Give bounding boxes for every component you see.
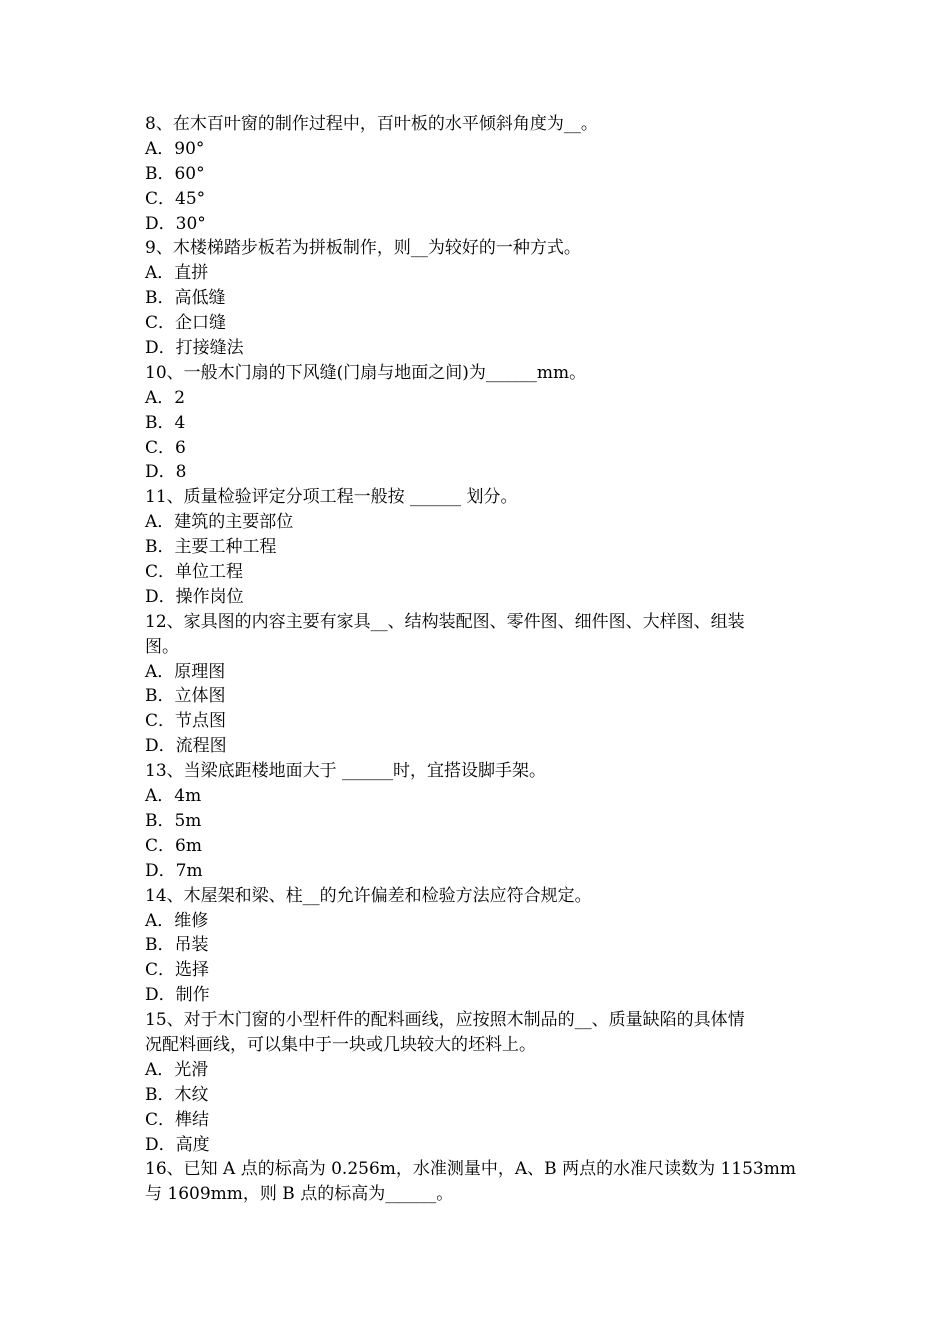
question-12-stem-line-2: 图。 [145,636,179,657]
question-12-option-a: A．原理图 [145,661,226,682]
question-12-option-c: C．节点图 [145,711,227,732]
question-15-stem-line-2: 况配料画线，可以集中于一块或几块较大的坯料上。 [145,1034,536,1055]
question-12-option-d: D．流程图 [145,736,227,757]
question-14-option-b: B．吊装 [145,935,209,956]
question-13-option-d: D．7m [145,860,203,881]
question-13-option-c: C．6m [145,835,202,856]
question-8-stem: 8、在木百叶窗的制作过程中，百叶板的水平倾斜角度为__。 [145,114,598,134]
question-10-option-c: C．6 [145,437,186,458]
question-8-option-c: C．45° [145,188,206,209]
question-13-option-b: B．5m [145,810,202,831]
question-15-option-a: A．光滑 [145,1059,209,1080]
question-9-option-b: B．高低缝 [145,288,226,309]
question-8-option-a: A．90° [145,138,205,159]
question-12-option-b: B．立体图 [145,686,226,707]
question-13-option-a: A．4m [145,786,202,807]
question-15-stem-line-1: 15、对于木门窗的小型杆件的配料画线，应按照木制品的__、质量缺陷的具体情 [145,1010,745,1031]
question-11-stem: 11、质量检验评定分项工程一般按 ______ 划分。 [145,487,518,508]
question-9-option-a: A．直拼 [145,263,209,284]
question-11-option-d: D．操作岗位 [145,586,244,607]
question-10-option-a: A．2 [145,387,186,408]
question-10-stem: 10、一般木门扇的下风缝(门扇与地面之间)为______mm。 [145,362,587,383]
exam-page [145,112,810,1207]
question-11-option-b: B．主要工种工程 [145,537,277,558]
question-16-stem-line-1: 16、已知 A 点的标高为 0.256m，水准测量中，A、B 两点的水准尺读数为 1153mm [145,1159,796,1180]
question-8-option-b: B．60° [145,163,205,184]
question-13-stem: 13、当梁底距楼地面大于 ______时，宜搭设脚手架。 [145,761,547,782]
question-14-option-a: A．维修 [145,910,209,931]
question-15-option-c: C．榫结 [145,1109,210,1130]
question-15-option-b: B．木纹 [145,1084,209,1105]
question-14-option-c: C．选择 [145,960,210,981]
question-16-stem-line-2: 与 1609mm，则 B 点的标高为______。 [145,1184,454,1205]
question-9-option-c: C．企口缝 [145,313,227,334]
question-11-option-a: A．建筑的主要部位 [145,512,294,533]
question-12-stem-line-1: 12、家具图的内容主要有家具__、结构装配图、零件图、细件图、大样图、组装 [145,611,745,632]
question-14-stem: 14、木屋架和梁、柱__的允许偏差和检验方法应符合规定。 [145,885,592,906]
question-11-option-c: C．单位工程 [145,562,244,583]
question-8-option-d: D．30° [145,213,206,234]
question-15-option-d: D．高度 [145,1134,210,1155]
question-10-option-b: B．4 [145,412,186,433]
question-10-option-d: D．8 [145,462,187,483]
question-9-stem: 9、木楼梯踏步板若为拼板制作，则__为较好的一种方式。 [145,238,581,259]
question-9-option-d: D．打接缝法 [145,338,244,359]
question-14-option-d: D．制作 [145,985,210,1006]
